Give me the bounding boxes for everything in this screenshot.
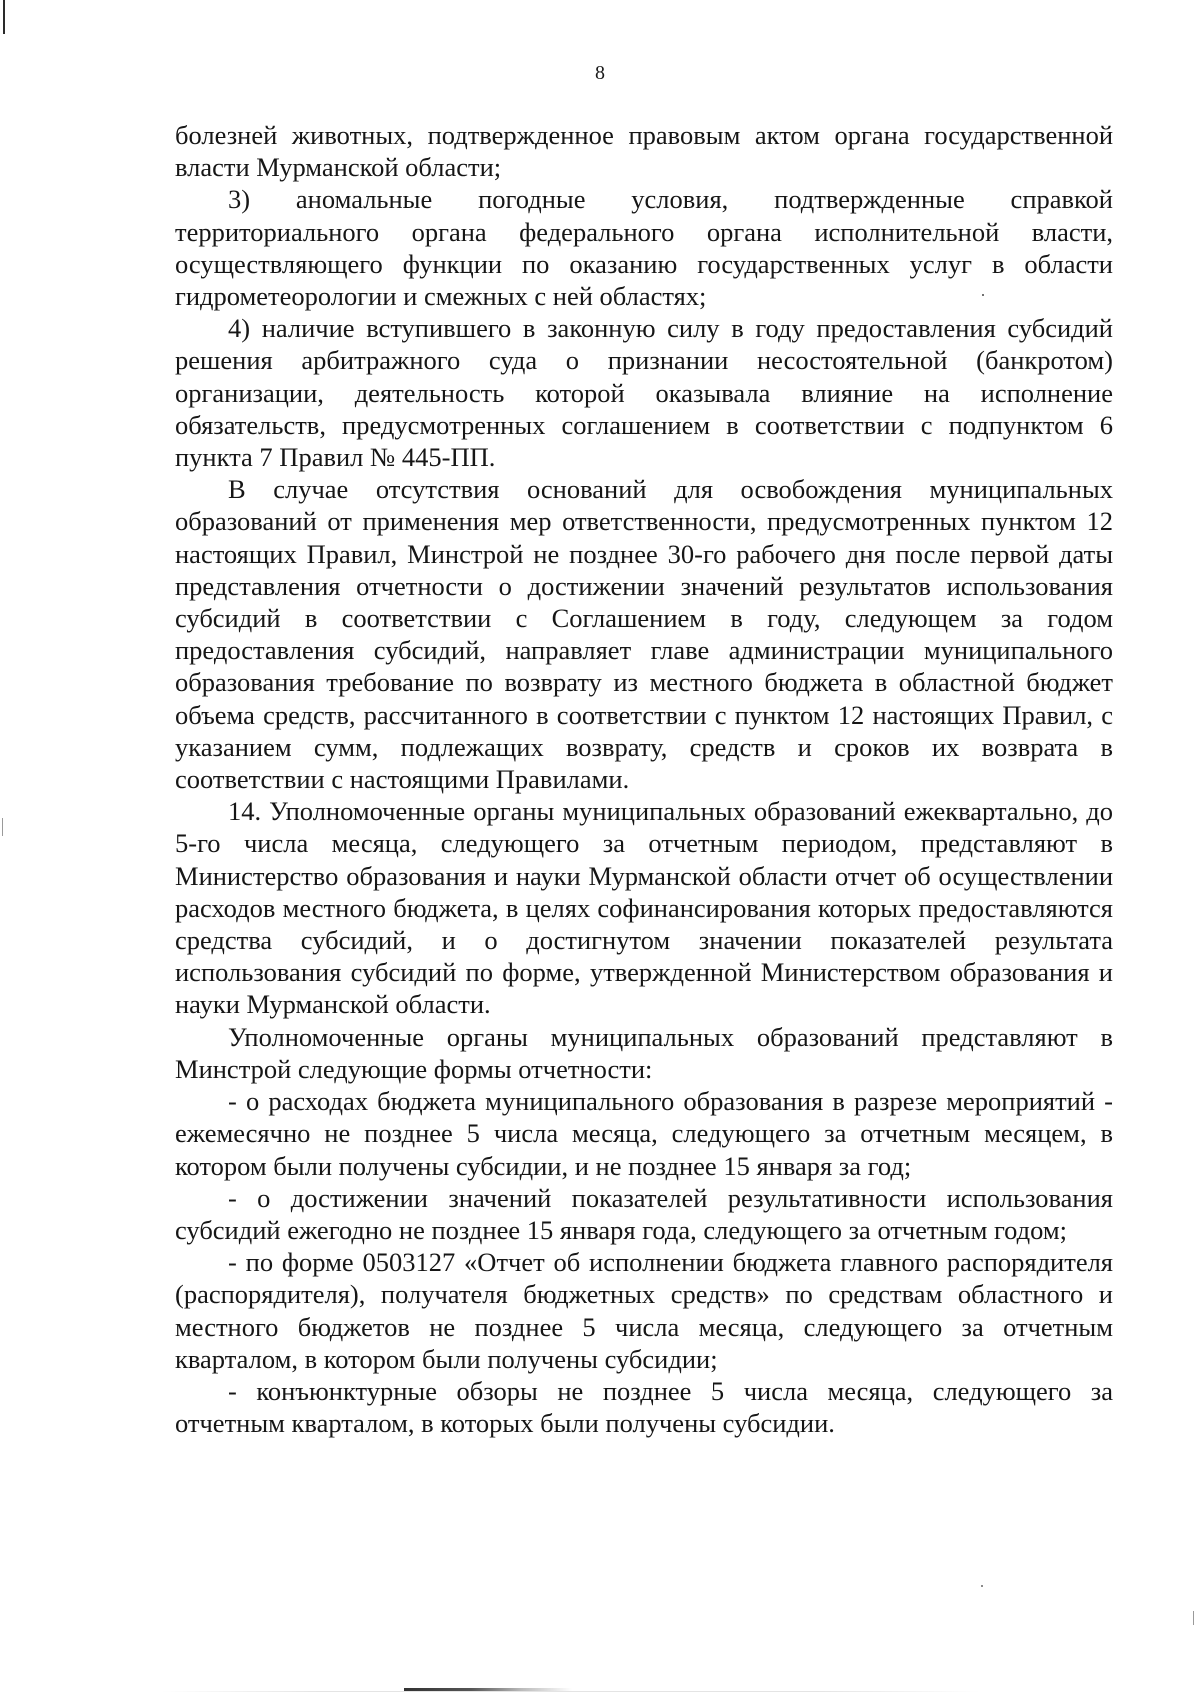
- document-body: [175, 119, 1113, 1439]
- paragraph-refund-requirement: В случае отсутствия оснований для освобождения муниципальных образований от применения мер ответственности, предусмотренных пунктом 12 настоящих Правил, Минстрой не позднее 30-го рабочего дня после первой даты представления отчетности о достижении значений результатов использования субсидий в соответствии с Соглашением в году, следующем за годом предоставления субсидий, направляет главе администрации муниципального образования требование по возврату из местного бюджета в областной бюджет объема средств, рассчитанного в соответствии с пунктом 12 настоящих Правил, с указанием сумм, подлежащих возврату, средств и сроков их возврата в соответствии с настоящими Правилами.: [175, 474, 1113, 795]
- paragraph-continuation: болезней животных, подтвержденное правовым актом органа государственной власти Мурманской области;: [175, 120, 1113, 183]
- page-number: 8: [595, 62, 605, 84]
- paragraph-reporting-forms-intro: Уполномоченные органы муниципальных образований представляют в Минстрой следующие формы отчетности:: [175, 1021, 1113, 1084]
- paragraph-report-expenses: - о расходах бюджета муниципального образования в разрезе мероприятий - ежемесячно не позднее 5 числа месяца, следующего за отчетным месяцем, в котором были получены субсидии, и не позднее 15 января за год;: [175, 1086, 1113, 1181]
- scan-bottom-line: [160, 1691, 980, 1692]
- paragraph-clause-14: 14. Уполномоченные органы муниципальных образований ежеквартально, до 5-го числа месяца, следующего за отчетным периодом, представляют в Министерство образования и науки Мурманской области отчет об осуществлении расходов местного бюджета, в целях софинансирования которых предоставляются средства субсидий, и о достигнутом значении показателей результата использования субсидий по форме, утвержденной Министерством образования и науки Мурманской области.: [175, 796, 1113, 1020]
- paragraph-report-market-reviews: - конъюнктурные обзоры не позднее 5 числа месяца, следующего за отчетным кварталом, в которых были получены субсидии.: [175, 1375, 1113, 1439]
- paragraph-item-3: 3) аномальные погодные условия, подтвержденные справкой территориального органа федерального органа исполнительной власти, осуществляющего функции по оказанию государственных услуг в области гидрометеорологии и смежных с ней областях;: [175, 184, 1113, 312]
- scan-edge-mark: [3, 0, 5, 34]
- scan-tick-mark: [1193, 1611, 1194, 1625]
- scan-tick-mark: [2, 818, 3, 836]
- scan-speck: [981, 1585, 983, 1587]
- paragraph-report-form-0503127: - по форме 0503127 «Отчет об исполнении бюджета главного распорядителя (распорядителя), получателя бюджетных средств» по средствам областного и местного бюджетов не позднее 5 числа месяца, следующего за отчетным кварталом, в котором были получены субсидии;: [175, 1247, 1113, 1374]
- paragraph-report-indicators: - о достижении значений показателей результативности использования субсидий ежегодно не позднее 15 января года, следующего за отчетным годом;: [175, 1182, 1113, 1245]
- paragraph-item-4: 4) наличие вступившего в законную силу в году предоставления субсидий решения арбитражного суда о признании несостоятельной (банкротом) организации, деятельность которой оказывала влияние на исполнение обязательств, предусмотренных соглашением в соответствии с подпунктом 6 пункта 7 Правил № 445-ПП.: [175, 313, 1113, 473]
